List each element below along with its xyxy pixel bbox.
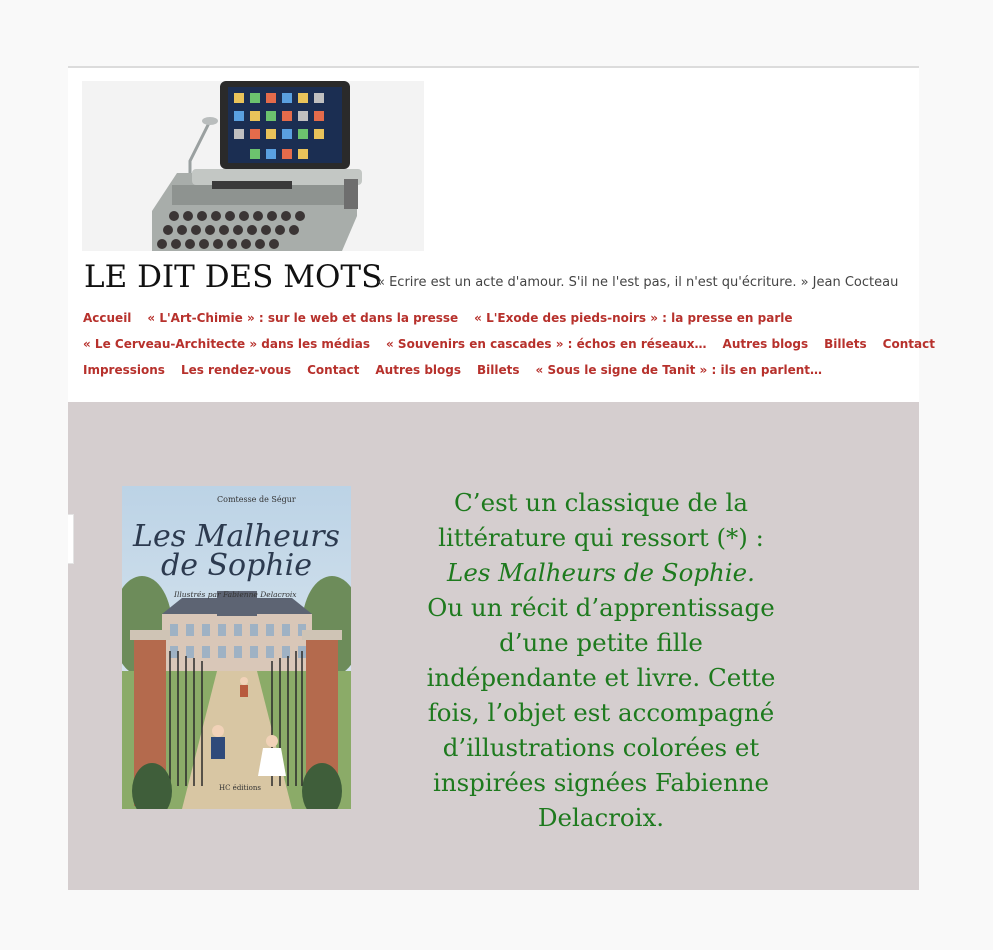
article-content <box>68 402 919 890</box>
nav-item-autres-blogs[interactable]: Autres blogs <box>722 337 809 351</box>
site-tagline: « Ecrire est un acte d'amour. S'il ne l'est pas, il n'est qu'écriture. » Jean Cocteau <box>377 275 899 290</box>
main-navigation <box>83 305 935 383</box>
nav-row-3 <box>83 357 913 383</box>
nav-item-cerveau-architecte[interactable]: « Le Cerveau-Architecte » dans les médias <box>83 337 370 351</box>
nav-row-1 <box>83 305 913 331</box>
nav-item-exode-pieds-noirs[interactable]: « L'Exode des pieds-noirs » : la presse en parle <box>474 311 793 325</box>
book-cover-title <box>122 519 351 583</box>
book-cover-image <box>122 486 351 809</box>
book-illustrator: Illustrés par Fabienne Delacroix <box>174 590 297 599</box>
page-container <box>68 66 935 888</box>
nav-item-art-chimie[interactable]: « L'Art-Chimie » : sur le web et dans la presse <box>147 311 459 325</box>
book-author: Comtesse de Ségur <box>217 495 296 504</box>
nav-item-contact-2[interactable]: Contact <box>307 363 360 377</box>
nav-item-contact[interactable]: Contact <box>882 337 935 351</box>
article-body <box>420 485 782 835</box>
article-book-title: Les Malheurs de Sophie. <box>447 558 755 587</box>
nav-item-impressions[interactable]: Impressions <box>83 363 165 377</box>
nav-item-rendez-vous[interactable]: Les rendez-vous <box>180 363 292 377</box>
nav-item-billets-2[interactable]: Billets <box>477 363 520 377</box>
article-paragraph: Ou un récit d’apprentissage d’une petite fille indépendante et livre. Cette fois, l’objet est accompagné d’illustrations colorées et inspirées signées Fabienne Delacroix. <box>426 593 776 832</box>
book-title-line2: de Sophie <box>161 548 312 583</box>
side-tab[interactable] <box>68 514 74 564</box>
article-intro: C’est un classique de la littérature qui ressort (*) : <box>438 488 764 552</box>
book-title-line1: Les Malheurs <box>133 519 340 554</box>
nav-row-2 <box>83 331 935 357</box>
book-publisher: HC éditions <box>219 784 261 792</box>
nav-item-signe-tanit[interactable]: « Sous le signe de Tanit » : ils en parlent… <box>535 363 823 377</box>
nav-item-accueil[interactable]: Accueil <box>83 311 132 325</box>
nav-item-autres-blogs-2[interactable]: Autres blogs <box>375 363 462 377</box>
nav-item-souvenirs-cascades[interactable]: « Souvenirs en cascades » : échos en réseaux… <box>386 337 707 351</box>
header-image <box>82 81 424 251</box>
site-title[interactable]: LE DIT DES MOTS <box>84 259 383 295</box>
nav-item-billets[interactable]: Billets <box>824 337 867 351</box>
